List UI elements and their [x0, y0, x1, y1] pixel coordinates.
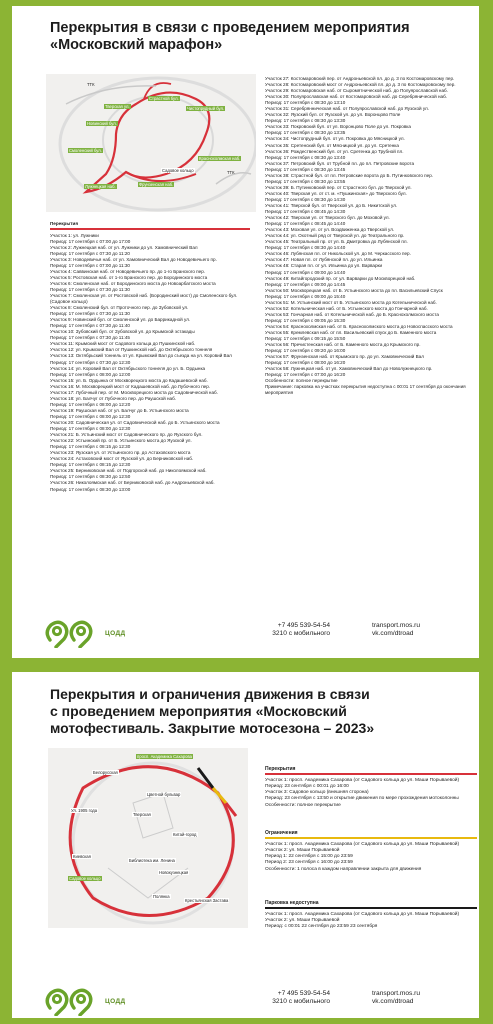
closure-line-item: Участок 15: ул. Б. Ордынка от Москворецкого моста до Кадашевской наб. — [50, 377, 208, 383]
codd-logo-icon — [42, 618, 104, 648]
closure-line-item: Участок 16: М. Москворецкий мост от Кадашевской наб. до Лубочного пер. — [50, 383, 211, 389]
closure-line-item: Участок 14: ул. Коровий Вал от Октябрьского тоннеля до ул. Б. Ордынка — [50, 365, 206, 371]
closure-line-item: Участок 17: Лубочный пер. от М. Москворецкого моста до Садовнической наб. — [50, 389, 218, 395]
closure-line-item: Период: 17 сентября с 07:30 до 11:30 — [50, 286, 130, 292]
closure-line-item: Период: 17 сентября с 08:30 до 14:30 — [265, 196, 346, 202]
closure-line-item: Участок 35: Сретенский бул. от Мясницкой ул. до ул. Сретенка — [265, 142, 399, 148]
closure-line-item: Участок 55: Кремлевская наб. от пл. Васильевский спуск до Б. Каменного моста — [265, 329, 437, 335]
restriction-line: Участок 2: ул. Маши Порываевой — [265, 847, 340, 853]
closure-line-item: Участок 8: Смоленский бул. от Проточного пер. до Зубовской ул. — [50, 305, 189, 311]
closure-line-item: Период: 17 сентября с 08:30 до 13:00 — [50, 486, 131, 492]
closure-line-item: Участок 56: Пречистенская наб. от Б. Каменного моста до Крымского пр. — [265, 342, 421, 348]
closure-line-item: Период: 17 сентября с 09:15 до 15:50 — [265, 336, 346, 342]
closure-line-item: Участок 42: Тверская ул. от Тверского бул. до Моховой ул. — [265, 215, 390, 221]
phone-number[interactable]: +7 495 539-54-54 — [277, 622, 330, 629]
closure-line-item: Участок 52: Котельническая наб. от Б. Устьинского моста до Гончарной наб. — [265, 305, 428, 311]
closure-line-item: Участок 3: Новодевичья наб. от ул. Хамовнический Вал до Новодевичьего пр. — [50, 256, 217, 262]
map-label: Крестьянская Застава — [185, 898, 229, 903]
footer — [42, 618, 465, 648]
closure-line-item: Период: 17 сентября с 08:00 до 12:00 — [50, 371, 131, 377]
marathon-right-column — [265, 76, 475, 396]
restriction-line: Участок 1: просп. Академика Сахарова (от Садового кольца до ул. Маши Порываевой) — [265, 911, 460, 917]
map-label: Китай-город — [173, 832, 197, 837]
closure-line-item: Период: 17 сентября с 08:45 до 14:40 — [265, 221, 346, 227]
marathon-title: Перекрытия в связи с проведением мероприятия «Московский марафон» — [50, 20, 410, 53]
closure-line-item: Особенности: полное перекрытие — [265, 378, 338, 384]
closure-line-item: Период: 17 сентября с 07:00 до 17:00 — [50, 238, 131, 244]
closure-line-item: Участок 37: Петровский бул. от Трубной пл. до пл. Петровские ворота — [265, 160, 415, 166]
closure-line-item: Участок 58: Лужнецкая наб. от ул. Хамовнический Вал до Новолужнецкого пр. — [265, 366, 433, 372]
section-heading: Перекрытия — [265, 766, 296, 772]
closure-line-item: Период: 17 сентября с 09:05 до 15:30 — [265, 317, 346, 323]
closure-line-item: Период: 17 сентября с 08:30 до 13:55 — [265, 178, 346, 184]
map-label: Чистопрудный бул. — [187, 106, 225, 111]
contact-phone — [230, 990, 330, 1006]
closure-line-item: Участок 38: Страстной бул. от пл. Петровские ворота до Б. Путинковского пер. — [265, 172, 434, 178]
closure-line-item: Участок 30: Полуярославская наб. от Костомаровской наб. до Серебрянической наб. — [265, 94, 447, 100]
closure-line-item: Участок 5: Ростовская наб. от 1-го Бранского пер. до Бородинского моста — [50, 274, 208, 280]
closure-line-item: Участок 36: Рождественский бул. от ул. Сретенка до Трубной пл. — [265, 148, 404, 154]
closure-line-item: Участок 23: Яузская ул. от Устьинского пр. до Астаховского моста — [50, 450, 191, 456]
closure-line-item: Участок 10: Зубовский бул. от Зубовской ул. до Крымской эстакады — [50, 329, 195, 335]
section-heading: Ограничения — [265, 830, 298, 836]
closure-line-item: Участок 57: Фрунзенская наб. от Крымского пр. до ул. Хамовнический Вал — [265, 354, 424, 360]
closure-line-item: Участок 24: Астаховский мост от Яузской ул. до Берниковской наб. — [50, 456, 194, 462]
section-divider — [265, 837, 477, 839]
map-label: Смоленский бул. — [69, 148, 102, 153]
restriction-line: Период 1: 22 сентября с 15:00 до 23:59 — [265, 854, 353, 860]
closure-line-item: Участок 48: Старая пл. от ул. Ильинка до ул. Варварки — [265, 263, 383, 269]
restriction-line: Период 2: 23 сентября с 16:00 до 23:59 — [265, 860, 353, 866]
closure-line-item: Участок 51: М. Устьинский мост от Б. Устьинского моста до Котельнической наб. — [265, 299, 437, 305]
section-heading: Парковка недоступна — [265, 900, 319, 906]
closure-line-item: Период: 17 сентября с 08:45 до 14:30 — [265, 209, 346, 215]
vk-link[interactable]: vk.com/dtroad — [372, 998, 414, 1006]
map-label: Новокузнецкая — [159, 870, 189, 875]
restriction-section — [265, 830, 477, 873]
closure-line-item: Участок 6: Смоленская наб. от Бородинского моста до Новоарбатского моста — [50, 280, 216, 286]
phone-number[interactable]: +7 495 539-54-54 — [277, 990, 330, 997]
closure-line-item: Период: 17 сентября с 08:15 до 12:30 — [50, 462, 131, 468]
map-label: Лужнецкая наб. — [85, 184, 116, 189]
marathon-left-column — [50, 220, 250, 493]
closure-line-item: Участок 50: Москворецкая наб. от Б. Устьинского моста до пл. Васильевский Спуск — [265, 287, 443, 293]
map-label: Садовое кольцо — [162, 168, 194, 173]
contact-sites — [372, 990, 420, 1006]
closure-line-item: Участок 2: Лужнецкая наб. от ул. Лужники до ул. Хамовнический Вал — [50, 244, 198, 250]
closure-line-item: Участок 31: Серебрянническая наб. от Полуярославской наб. до Яузской ул. — [265, 106, 430, 112]
closure-line-item: Участок 11: Крымский мост от Садового кольца до Пушкинской наб. — [50, 341, 196, 347]
closure-line-item: Участок 43: Моховая ул. от ул. Воздвиженка до Тверской ул. — [265, 227, 395, 233]
map-label: ТТК — [227, 170, 235, 175]
closure-line-item: Участок 19: Раушская наб. от ул. Балчуг до Б. Устьинского моста — [50, 407, 189, 413]
restriction-line: Период: 23 сентября с 13:50 и открытие движения по мере прохождения мотоколонны — [265, 796, 459, 802]
closure-line-item: Примечание: парковка на участках перекрытия недоступна с 00:01 17 сентября до окончания мероприятия — [265, 384, 466, 396]
footer — [42, 986, 465, 1016]
closure-line-item: Участок 13: Октябрьский тоннель от ул. Крымский Вал до съезда на ул. Коровий Вал — [50, 353, 232, 359]
closure-line-item: Период: 17 сентября с 07:30 до 11:45 — [50, 335, 130, 341]
restriction-section — [265, 766, 477, 809]
closure-list — [50, 233, 250, 493]
contact-phone — [230, 622, 330, 638]
restriction-line: Период: 23 сентября с 00:01 до 16:00 — [265, 783, 349, 789]
closure-line-item: Участок 12: ул. Крымский Вал от Пушкинской наб. до Октябрьского тоннеля — [50, 347, 213, 353]
closure-line-item: Участок 47: Новая пл. от Лубянской пл. до ул. Ильинка — [265, 257, 383, 263]
closure-line-item: Участок 44: ул. Охотный ряд от Тверской ул. до Театрального пр. — [265, 233, 405, 239]
restriction-line: Период: с 00:01 22 сентября до 23:59 23 сентября — [265, 924, 378, 930]
map-label: Цветной бульвар — [147, 792, 181, 797]
closure-line-item: Участок 41: Тверской бул. от Тверской ул. до Б. Никитской ул. — [265, 202, 398, 208]
map-label: Фрунзенская наб. — [139, 182, 174, 187]
closure-line-item: Период: 17 сентября с 07:30 до 11:20 — [50, 250, 130, 256]
marathon-route-map — [46, 74, 256, 212]
map-label: Краснохолмская наб. — [199, 156, 241, 161]
closure-line-item: Период: 17 сентября с 08:00 до 16:20 — [265, 360, 346, 366]
map-label: Полянка — [153, 894, 170, 899]
map-label: Тверская ул. — [105, 104, 130, 109]
closure-line-item: Участок 54: Краснохолмская наб. от Б. Краснохолмского моста до Новоспасского моста — [265, 323, 453, 329]
section-divider — [265, 907, 477, 909]
contact-sites — [372, 622, 420, 638]
closure-line-item: Период: 17 сентября с 08:30 до 13:35 — [265, 130, 346, 136]
closure-line-item: Период: 17 сентября с 08:30 до 13:45 — [265, 166, 346, 172]
closure-line-item: Период: 17 сентября с 07:30 до 11:40 — [50, 323, 130, 329]
map-label: Садовое кольцо — [69, 876, 101, 881]
closure-line-item: Участок 21: Б. Устьинский мост от Садовнического пр. до Яузского бул. — [50, 432, 203, 438]
closure-line-item: Период: 17 сентября с 08:00 до 12:30 — [50, 426, 131, 432]
closure-line-item: Период: 17 сентября с 08:30 до 14:40 — [265, 245, 346, 251]
mobile-number: 3210 с мобильного — [272, 998, 330, 1006]
closure-line-item: Участок 20: Садовническая ул. от Садовнической наб. до Б. Устьинского моста — [50, 420, 220, 425]
closure-line-item: Участок 39: Б. Путинковский пер. от Страстного бул. до Тверской ул. — [265, 184, 412, 190]
motofestival-title: Перекрытия и ограничения движения в связи с проведением мероприятия «Московский мотофестиваль. Закрытие мотосезона – 2023» — [50, 686, 375, 736]
map-label: Ул. 1905 года — [71, 808, 98, 813]
map-label: Киевская — [73, 854, 91, 859]
codd-logo-icon — [42, 986, 104, 1016]
closure-line-item: Период: 17 сентября с 09:00 до 15:40 — [265, 293, 346, 299]
closure-line-item: Участок 34: Чистопрудный бул. от ул. Покровка до Мясницкой ул. — [265, 136, 405, 142]
restriction-line: Участок 1: просп. Академика Сахарова (от Садового кольца до ул. Маши Порываевой) — [265, 777, 460, 783]
closure-line-item: Период: 17 сентября с 08:30 до 12:50 — [50, 474, 131, 480]
closure-line-item: Участок 26: Николоямская наб. от Берниковской наб. до Андроньевской наб. — [50, 480, 215, 486]
closure-line-item: Участок 29: Костомаровская наб. от Сыромятнической наб. до Полуярославской наб. — [265, 88, 448, 94]
map-label: Страстной бул. — [149, 96, 179, 101]
closure-line-item: Период: 17 сентября с 08:30 до 13:30 — [265, 118, 346, 124]
mobile-number: 3210 с мобильного — [272, 630, 330, 638]
marathon-card — [12, 6, 479, 658]
closure-line-item: Участок 28: Костомаровский мост от Андроньевской пл. до д. 3 по Костомаровскому пер. — [265, 82, 456, 88]
closure-line-item: Период: 17 сентября с 07:30 до 11:30 — [50, 311, 130, 317]
restriction-line: Особенности: полное перекрытие — [265, 802, 341, 808]
closure-line-item: Период: 17 сентября с 08:00 до 12:20 — [50, 401, 131, 407]
site-link[interactable]: transport.mos.ru — [372, 990, 421, 997]
closure-line-item: Участок 7: Смоленская ул. от Ростовской наб. (Бородинский мост) до Смоленского бул. (Садовое кольцо) — [50, 293, 238, 305]
restriction-line: Участок 2: ул. Маши Порываевой — [265, 917, 340, 923]
closure-line-item: Период: 17 сентября с 08:30 до 13:10 — [265, 100, 346, 106]
closure-line-item: Участок 45: Театральный пр. от ул. Б. Дмитровка до Лубянской пл. — [265, 239, 408, 245]
closure-line-item: Участок 53: Гончарная наб. от Котельнической наб. до Б. Краснохолмского моста — [265, 311, 439, 317]
closure-line-item: Участок 1: ул. Лужники — [50, 232, 99, 238]
closure-line-item: Участок 40: Тверская ул. от ст. м. «Пушкинская» до Тверского бул. — [265, 190, 407, 196]
closure-line-item: Период: 17 сентября с 07:30 до 12:30 — [50, 359, 131, 365]
closure-line-item: Период: 17 сентября с 07:00 до 16:20 — [265, 372, 346, 378]
section-heading: Перекрытия — [50, 221, 78, 226]
closure-line-item: Участок 22: Устьинский пр. от Б. Устьинского моста до Яузской ул. — [50, 438, 192, 444]
closure-line-item: Период: 17 сентября с 08:30 до 13:40 — [265, 154, 346, 160]
closure-line-item: Участок 27: Костомаровский пер. от Андроньевской пл. до д. 3 по Костомаровскому пер. — [265, 76, 455, 81]
closure-line-item: Участок 18: ул. Балчуг от Лубочного пер. до Раушской наб. — [50, 395, 176, 401]
map-label: Белорусская — [93, 770, 118, 775]
closure-line-item: Период: 17 сентября с 09:00 до 14:45 — [265, 281, 346, 287]
restriction-line: Участок 1: просп. Академика Сахарова (от Садового кольца до ул. Маши Порываевой) — [265, 841, 460, 847]
restriction-line: Особенности: 1 полоса в каждом направлении закрыта для движения — [265, 866, 422, 872]
closure-line-item: Период: 17 сентября с 09:20 до 16:00 — [265, 348, 346, 354]
map-label: Новинский бул. — [87, 121, 117, 126]
closure-line-item: Период: 17 сентября с 07:00 до 11:30 — [50, 262, 130, 268]
closure-line-item: Участок 9: Новинский бул. от Смоленской ул. до Баррикадной ул. — [50, 317, 191, 323]
closure-line-item: Период: 17 сентября с 08:15 до 12:30 — [50, 444, 131, 450]
map-label: ТТК — [87, 82, 95, 87]
closure-line-item: Участок 32: Яузский бул. от Яузской ул. до ул. Воронцово Поле — [265, 112, 401, 118]
marathon-map-drawing — [46, 74, 256, 212]
closure-line-item: Участок 25: Берниковская наб. от Подгорской наб. до Николоямской наб. — [50, 468, 207, 474]
motofestival-map — [48, 748, 248, 928]
map-label: Тверская — [133, 812, 151, 817]
vk-link[interactable]: vk.com/dtroad — [372, 630, 414, 638]
closure-line-item: Участок 4: Саввинская наб. от Новодевичьего пр. до 1-го Бранского пер. — [50, 268, 206, 274]
closure-line-item: Участок 33: Покровский бул. от ул. Воронцово Поле до ул. Покровка — [265, 124, 411, 130]
closure-line-item: Участок 49: Китайгородский пр. от ул. Варварки до Москворецкой наб. — [265, 275, 416, 281]
closure-line-item: Участок 46: Лубянская пл. от Никольской ул. до М. Черкасского пер. — [265, 251, 411, 257]
site-link[interactable]: transport.mos.ru — [372, 622, 421, 629]
logo-text: ЦОДД — [105, 630, 126, 637]
section-divider — [265, 773, 477, 775]
closure-line — [50, 228, 250, 230]
closure-line-item: Период: 17 сентября с 08:00 до 12:30 — [50, 413, 131, 419]
restriction-line: Участок 3: Садовое кольцо (внешняя сторона) — [265, 790, 369, 796]
map-label: просп. Академика Сахарова — [137, 754, 193, 759]
restriction-section — [265, 900, 477, 930]
motofestival-card — [12, 672, 479, 1018]
map-label: Библиотека им. Ленина — [129, 858, 175, 863]
closure-line-item: Период: 17 сентября с 09:00 до 14:40 — [265, 269, 346, 275]
logo-text: ЦОДД — [105, 998, 126, 1005]
